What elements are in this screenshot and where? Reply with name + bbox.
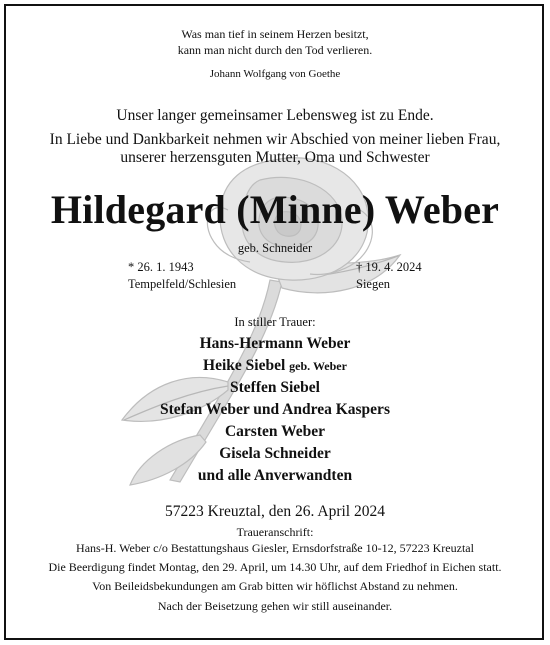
quote-line-1: Was man tief in seinem Herzen besitzt, xyxy=(181,27,369,41)
maiden-name: geb. Schneider xyxy=(237,241,313,255)
mourner-name: Carsten Weber xyxy=(224,423,326,440)
mourner-name: Steffen Siebel xyxy=(230,379,320,396)
mourner-name: Gisela Schneider xyxy=(219,445,331,462)
birth-place: Tempelfeld/Schlesien xyxy=(128,277,237,291)
quote-line-2: kann man nicht durch den Tod verlieren. xyxy=(177,43,373,57)
closing-note: Nach der Beisetzung gehen wir still auseinander. xyxy=(157,599,393,613)
mourner-name: Heike Siebel xyxy=(203,357,286,374)
birth-date: * 26. 1. 1943 xyxy=(128,260,194,274)
mourner-maiden-suffix: geb. Weber xyxy=(289,359,347,373)
death-place: Siegen xyxy=(356,277,391,291)
funeral-info: Die Beerdigung findet Montag, den 29. April, um 14.30 Uhr, auf dem Friedhof in Eichen statt. xyxy=(48,560,502,574)
mourner-name: Stefan Weber und Andrea Kaspers xyxy=(160,401,390,418)
intro-line-1: Unser langer gemeinsamer Lebensweg ist zu Ende. xyxy=(116,107,434,124)
mourner-name-heike xyxy=(0,356,550,376)
quote-author: Johann Wolfgang von Goethe xyxy=(209,68,341,80)
mourners-heading: In stiller Trauer: xyxy=(234,315,316,329)
deceased-name: Hildegard (Minne) Weber xyxy=(50,187,500,232)
mourner-name: Hans-Hermann Weber xyxy=(199,335,351,352)
condolence-note: Von Beileidsbekundungen am Grab bitten wir höflichst Abstand zu nehmen. xyxy=(92,579,458,593)
address-label: Traueranschrift: xyxy=(236,525,314,539)
death-date: † 19. 4. 2024 xyxy=(356,260,422,274)
mourner-name: und alle Anverwandten xyxy=(197,467,353,484)
address: Hans-H. Weber c/o Bestattungshaus Giesler, Ernsdorfstraße 10-12, 57223 Kreuztal xyxy=(76,541,474,555)
intro-line-3: unserer herzensguten Mutter, Oma und Schwester xyxy=(120,149,430,166)
place-date: 57223 Kreuztal, den 26. April 2024 xyxy=(165,503,385,520)
intro-line-2: In Liebe und Dankbarkeit nehmen wir Abschied von meiner lieben Frau, xyxy=(49,131,501,148)
